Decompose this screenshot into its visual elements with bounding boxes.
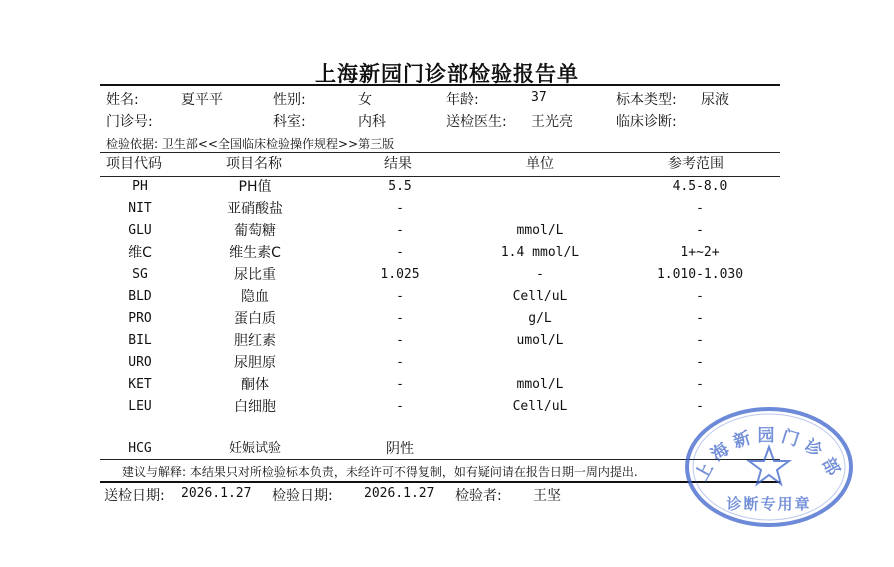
clinic-no-label: 门诊号: (106, 114, 153, 130)
item-result: - (396, 399, 404, 414)
header-ref: 参考范围 (668, 156, 724, 172)
item-code: BLD (128, 289, 152, 304)
gender-label: 性别: (273, 92, 306, 108)
header-unit: 单位 (526, 156, 554, 172)
sample-type: 尿液 (701, 92, 729, 108)
svg-text:诊断专用章: 诊断专用章 (726, 495, 812, 513)
item-name: 尿比重 (234, 267, 276, 283)
tester-label: 检验者: (455, 488, 502, 504)
item-code: BIL (128, 333, 152, 348)
item-result: 阴性 (386, 441, 414, 457)
item-result: - (396, 377, 404, 392)
item-name: 尿胆原 (234, 355, 276, 371)
item-name: 葡萄糖 (234, 223, 276, 239)
item-ref: 4.5-8.0 (672, 179, 728, 194)
item-result: - (396, 333, 404, 348)
patient-age: 37 (531, 90, 547, 105)
sample-type-label: 标本类型: (616, 92, 677, 108)
item-unit: umol/L (516, 333, 564, 348)
item-ref: - (696, 223, 704, 238)
svg-text:上海新园门诊部: 上海新园门诊部 (691, 426, 847, 485)
item-name: 维生素C (229, 245, 281, 261)
item-name: 亚硝酸盐 (227, 201, 283, 217)
patient-gender: 女 (358, 92, 372, 108)
item-name: PH值 (238, 179, 272, 195)
item-unit: 1.4 mmol/L (500, 245, 580, 260)
item-unit: mmol/L (516, 377, 564, 392)
table-row (0, 308, 894, 330)
diagnosis-label: 临床诊断: (616, 114, 677, 130)
note-text: 建议与解释: 本结果只对所检验标本负责，未经许可不得复制，如有疑问请在报告日期一周内提出. (122, 465, 638, 479)
item-unit: Cell/uL (512, 399, 568, 414)
item-result: 5.5 (388, 179, 412, 194)
clinic-seal-stamp (683, 405, 855, 530)
note-top-rule (100, 459, 780, 460)
table-row (0, 176, 894, 198)
item-name: 蛋白质 (234, 311, 276, 327)
submit-date-label: 送检日期: (104, 488, 165, 504)
item-code: PH (132, 179, 148, 194)
table-row (0, 242, 894, 264)
item-result: - (396, 201, 404, 216)
department: 内科 (358, 114, 386, 130)
item-code: SG (132, 267, 148, 282)
name-label: 姓名: (106, 92, 139, 108)
header-code: 项目代码 (106, 156, 162, 172)
table-header (0, 153, 894, 175)
item-ref: - (696, 377, 704, 392)
table-row (0, 198, 894, 220)
item-ref: 1+~2+ (680, 245, 720, 260)
patient-name: 夏平平 (181, 92, 223, 108)
item-result: - (396, 223, 404, 238)
table-row (0, 220, 894, 242)
title-rule (100, 84, 780, 86)
item-code: HCG (128, 441, 152, 456)
item-result: 1.025 (380, 267, 420, 282)
item-unit: mmol/L (516, 223, 564, 238)
doctor: 王光亮 (531, 114, 573, 130)
item-code: GLU (128, 223, 152, 238)
item-code: NIT (128, 201, 152, 216)
item-name: 胆红素 (234, 333, 276, 349)
item-ref: - (696, 355, 704, 370)
item-result: - (396, 311, 404, 326)
table-row (0, 264, 894, 286)
item-result: - (396, 289, 404, 304)
item-name: 隐血 (241, 289, 269, 305)
item-name: 酮体 (241, 377, 269, 393)
department-label: 科室: (273, 114, 306, 130)
test-date-label: 检验日期: (272, 488, 333, 504)
item-ref: - (696, 399, 704, 414)
item-unit: g/L (528, 311, 552, 326)
item-result: - (396, 245, 404, 260)
tester: 王坚 (533, 488, 561, 504)
item-name: 妊娠试验 (228, 441, 281, 456)
item-ref: 1.010-1.030 (656, 267, 744, 282)
item-unit: - (536, 267, 544, 282)
item-ref: - (696, 201, 704, 216)
item-code: PRO (128, 311, 152, 326)
item-code: KET (128, 377, 152, 392)
item-ref: - (696, 333, 704, 348)
age-label: 年龄: (446, 92, 479, 108)
header-name: 项目名称 (226, 156, 282, 172)
table-row (0, 374, 894, 396)
table-row (0, 286, 894, 308)
report-title: 上海新园门诊部检验报告单 (315, 62, 579, 86)
table-row (0, 330, 894, 352)
item-code: 维C (128, 245, 152, 261)
item-result: - (396, 355, 404, 370)
note-bottom-rule (100, 481, 780, 483)
item-name: 白细胞 (234, 399, 276, 415)
submit-date: 2026.1.27 (181, 486, 252, 501)
item-ref: - (696, 311, 704, 326)
header-result: 结果 (384, 156, 412, 172)
table-row (0, 352, 894, 374)
item-ref: - (696, 289, 704, 304)
item-code: URO (128, 355, 152, 370)
item-unit: Cell/uL (512, 289, 568, 304)
doctor-label: 送检医生: (446, 114, 507, 130)
item-code: LEU (128, 399, 152, 414)
test-basis: 检验依据: 卫生部<<全国临床检验操作规程>>第三版 (106, 137, 395, 151)
test-date: 2026.1.27 (364, 486, 435, 501)
